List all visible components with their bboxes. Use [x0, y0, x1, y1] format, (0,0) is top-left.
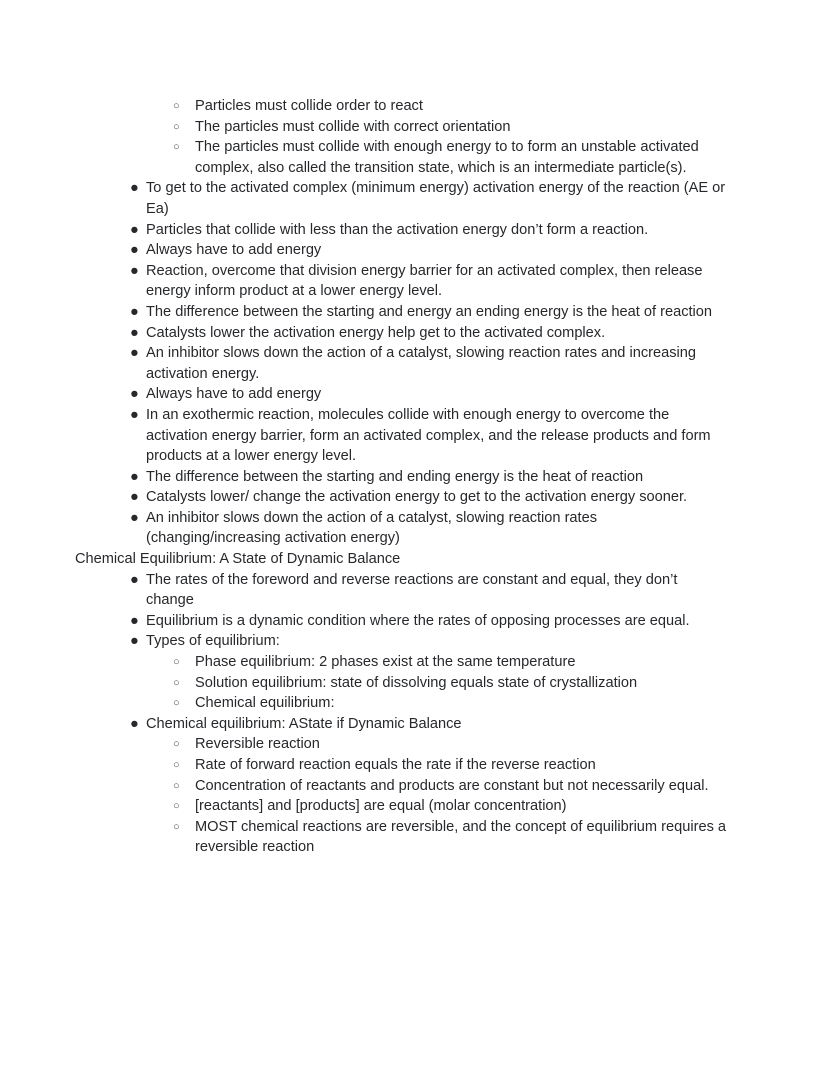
bullet-circle-icon: ○: [173, 656, 180, 669]
list-item-text: Rate of forward reaction equals the rate if the reverse reaction: [195, 757, 596, 773]
list-item-text: Always have to add energy: [146, 242, 322, 259]
text-wrap: [146, 570, 728, 611]
bullet-circle-icon: ○: [173, 141, 180, 154]
list-item: [75, 261, 728, 302]
bullet-disc-icon: ●: [130, 242, 139, 259]
bullet-disc-icon: ●: [130, 509, 139, 526]
list-item: [75, 405, 728, 467]
bullet-disc-icon: ●: [130, 180, 139, 197]
text-wrap: [146, 405, 728, 467]
list-item-text: An inhibitor slows down the action of a catalyst, slowing reaction rates and increasing activation energy.: [146, 345, 696, 382]
text-wrap: [146, 487, 728, 508]
bullet-disc-icon: ●: [130, 489, 139, 506]
bullet-disc-icon: ●: [130, 406, 139, 423]
text-wrap: [146, 631, 728, 652]
text-wrap: [75, 549, 688, 570]
bullet-circle-icon: ○: [173, 800, 180, 813]
bullet-disc-icon: ●: [130, 345, 139, 362]
bullet-circle-icon: ○: [173, 759, 180, 771]
list-item: [75, 220, 728, 241]
list-item: [75, 734, 728, 755]
bullet-circle-icon: ○: [173, 697, 180, 710]
text-wrap: [146, 611, 728, 632]
section-heading: [75, 549, 728, 570]
bullet-disc-icon: ●: [130, 633, 139, 650]
bullet-disc-icon: ●: [130, 303, 139, 320]
list-item-text: Solution equilibrium: state of dissolving equals state of crystallization: [195, 674, 638, 691]
list-item: [75, 96, 728, 117]
heading-text: Chemical Equilibrium: A State of Dynamic Balance: [75, 551, 401, 568]
text-wrap: [146, 714, 728, 735]
list-item: [75, 467, 728, 488]
text-wrap: [195, 117, 728, 138]
notes-outline: [75, 96, 728, 858]
bullet-disc-icon: ●: [130, 221, 139, 238]
bullet-disc-icon: ●: [130, 386, 139, 403]
bullet-circle-icon: ○: [173, 738, 180, 751]
list-item-text: An inhibitor slows down the action of a catalyst, slowing reaction rates (changing/increasing activation energy): [146, 509, 598, 547]
text-wrap: [195, 796, 728, 817]
bullet-disc-icon: ●: [130, 612, 139, 629]
list-item: [75, 117, 728, 138]
list-item: [75, 384, 728, 405]
text-wrap: [146, 261, 728, 302]
bullet-circle-icon: ○: [173, 820, 180, 833]
text-wrap: [146, 302, 728, 323]
list-item-text: Types of equilibrium:: [146, 633, 280, 650]
bullet-disc-icon: ●: [130, 262, 139, 279]
list-item-text: The difference between the starting and ending energy is the heat of reaction: [146, 468, 644, 485]
list-item: [75, 323, 728, 344]
text-wrap: [146, 220, 728, 241]
list-item-text: Catalysts lower/ change the activation energy to get to the activation energy sooner.: [146, 489, 688, 506]
bullet-disc-icon: ●: [130, 468, 139, 485]
list-item: [75, 776, 728, 797]
text-wrap: [146, 467, 728, 488]
text-wrap: [195, 817, 728, 858]
list-item: [75, 487, 728, 508]
text-wrap: [146, 343, 728, 384]
text-wrap: [146, 508, 728, 549]
list-item: [75, 343, 728, 384]
text-wrap: [195, 776, 728, 797]
list-item: [75, 570, 728, 611]
bullet-circle-icon: ○: [173, 120, 180, 133]
bullet-circle-icon: ○: [173, 779, 180, 792]
list-item-text: Catalysts lower the activation energy help get to the activated complex.: [146, 324, 606, 341]
list-item-text: Concentration of reactants and products are constant but not necessarily equal.: [195, 777, 709, 794]
list-item-text: Chemical equilibrium:: [195, 695, 335, 712]
list-item: [75, 714, 728, 735]
text-wrap: [146, 240, 728, 261]
text-wrap: [146, 384, 728, 405]
list-item: [75, 508, 728, 549]
text-wrap: [195, 755, 728, 776]
list-item: [75, 652, 728, 673]
list-item-text: Phase equilibrium: 2 phases exist at the same temperature: [195, 654, 576, 671]
list-item-text: Particles must collide order to react: [195, 98, 423, 114]
list-item: [75, 137, 728, 178]
text-wrap: [195, 652, 728, 673]
list-item-text: MOST chemical reactions are reversible, and the concept of equilibrium requires a reversible reaction: [195, 818, 727, 856]
text-wrap: [146, 323, 728, 344]
list-item-text: Always have to add energy: [146, 386, 322, 403]
list-item-text: Reversible reaction: [195, 736, 320, 753]
list-item: [75, 178, 728, 219]
list-item-text: Equilibrium is a dynamic condition where the rates of opposing processes are equal.: [146, 612, 690, 629]
text-wrap: [195, 96, 728, 117]
text-wrap: [195, 673, 728, 694]
list-item: [75, 631, 728, 652]
list-item-text: The particles must collide with enough energy to to form an unstable activated complex, also called the transition state, which is an intermediate particle(s).: [195, 139, 699, 176]
bullet-circle-icon: ○: [173, 100, 180, 112]
list-item: [75, 240, 728, 261]
text-wrap: [195, 734, 728, 755]
list-item: [75, 611, 728, 632]
list-item-text: Particles that collide with less than the activation energy don’t form a reaction.: [146, 221, 649, 238]
bullet-disc-icon: ●: [130, 715, 139, 732]
text-wrap: [195, 137, 728, 178]
text-wrap: [146, 178, 728, 219]
list-item-text: The difference between the starting and energy an ending energy is the heat of reaction: [146, 303, 713, 320]
list-item: [75, 796, 728, 817]
list-item-text: Reaction, overcome that division energy barrier for an activated complex, then release energy inform product at a lower energy level.: [146, 262, 703, 300]
list-item-text: The particles must collide with correct orientation: [195, 118, 511, 135]
bullet-circle-icon: ○: [173, 676, 180, 689]
list-item-text: To get to the activated complex (minimum energy) activation energy of the reaction (AE or Ea): [146, 180, 726, 217]
list-item: [75, 673, 728, 694]
text-wrap: [195, 693, 728, 714]
list-item: [75, 693, 728, 714]
bullet-disc-icon: ●: [130, 571, 139, 588]
list-item-text: Chemical equilibrium: AState if Dynamic Balance: [146, 715, 462, 732]
list-item: [75, 817, 728, 858]
list-item-text: The rates of the foreword and reverse reactions are constant and equal, they don’t change: [146, 571, 678, 609]
list-item-text: In an exothermic reaction, molecules collide with enough energy to overcome the activation energy barrier, form an activated complex, and the release products and form products at a lower energy level.: [146, 406, 711, 465]
bullet-disc-icon: ●: [130, 324, 139, 341]
list-item: [75, 755, 728, 776]
list-item-text: [reactants] and [products] are equal (molar concentration): [195, 798, 567, 815]
list-item: [75, 302, 728, 323]
